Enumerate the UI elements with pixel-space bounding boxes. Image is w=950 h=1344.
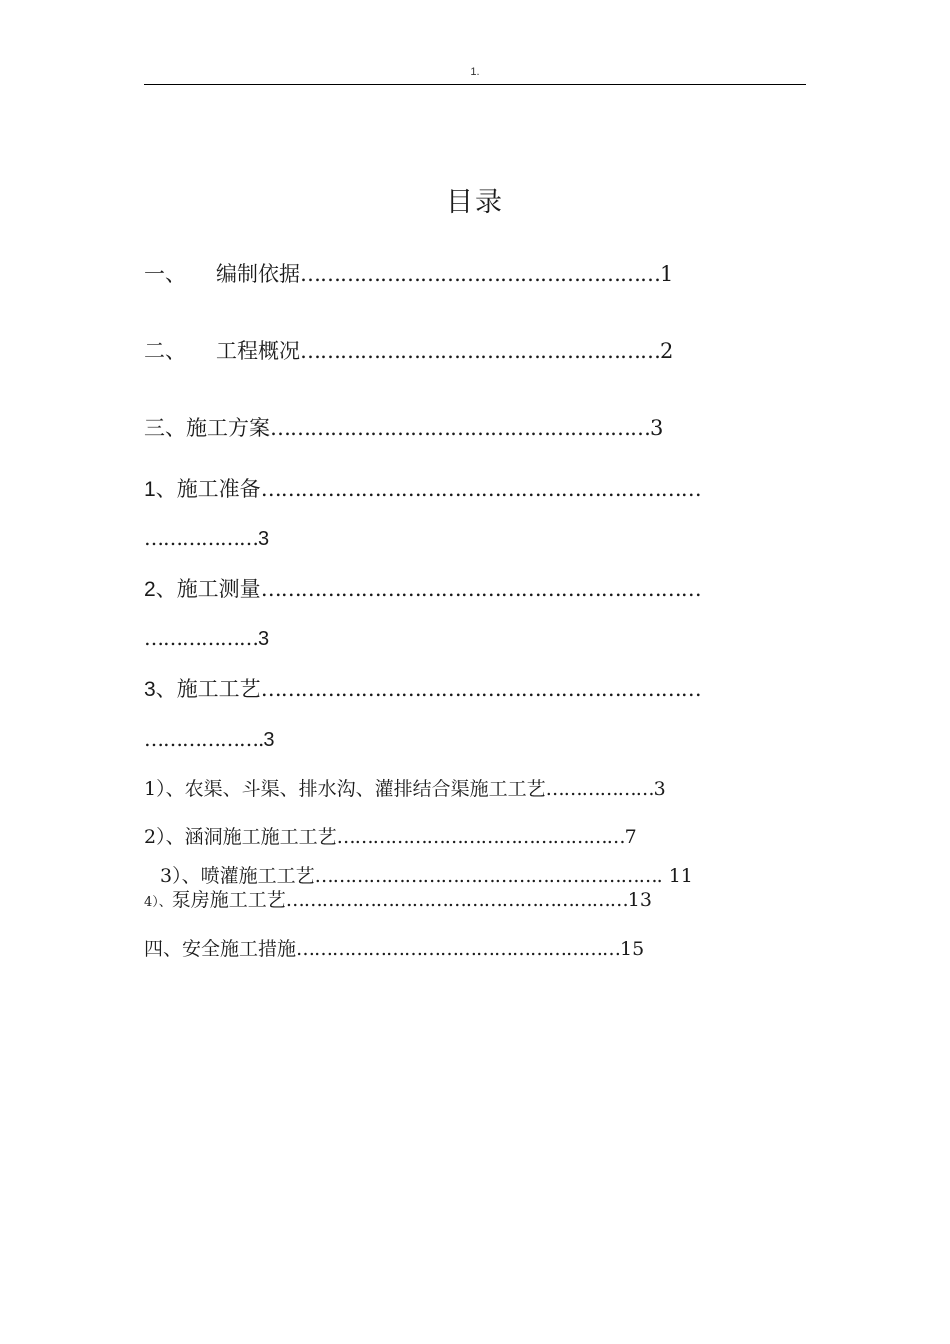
toc-entry-prefix: 一、	[144, 262, 186, 286]
toc-entry-3[interactable]	[144, 418, 663, 439]
toc-entry-prefix: 1）、	[144, 778, 185, 800]
toc-entry-page: 13	[627, 889, 652, 911]
toc-entry-2[interactable]	[144, 341, 673, 362]
toc-entry-page: 3	[650, 416, 664, 440]
toc-entry-prefix: 三、	[144, 416, 186, 440]
page-header	[144, 64, 806, 85]
toc-entry-prefix: 二、	[144, 339, 186, 363]
toc-entry-page: 3	[653, 778, 666, 800]
toc-entry-3-1-continuation	[144, 528, 269, 549]
page-number: 1.	[470, 66, 480, 78]
toc-entry-page: 1	[660, 262, 674, 286]
toc-entry-3-1[interactable]	[144, 479, 701, 500]
toc-entry-prefix: 2、	[144, 578, 177, 601]
toc-entry-3-2[interactable]	[144, 579, 701, 600]
toc-entry-leader: …………………………………………	[336, 826, 625, 848]
toc-entry-leader: ………………	[545, 778, 654, 800]
toc-entry-3-3-4[interactable]	[144, 891, 652, 910]
toc-entry-leader: ………………	[144, 626, 258, 650]
toc-entry-leader: …………………………………………………	[285, 889, 628, 911]
toc-entry-label: 农渠、斗渠、排水沟、灌排结合渠施工工艺	[184, 778, 546, 800]
toc-entry-label: 施工工艺	[176, 677, 261, 701]
toc-entry-leader: …………………………………………………………	[260, 477, 701, 501]
toc-entry-leader: …………………………………………………………	[260, 577, 701, 601]
toc-entry-label: 编制依据	[216, 262, 300, 286]
toc-entry-leader: ………………………………………………	[300, 339, 660, 363]
toc-entry-label: 安全施工措施	[182, 938, 297, 960]
toc-entry-prefix: 1、	[144, 478, 177, 501]
toc-entry-leader: ………………………………………………	[300, 262, 660, 286]
toc-entry-3-2-continuation	[144, 628, 269, 649]
toc-entry-leader: ………………	[144, 526, 258, 550]
toc-entry-3-3-1[interactable]	[144, 780, 666, 799]
toc-entry-leader: …………………………………………………………	[260, 677, 701, 701]
toc-entry-3-3-2[interactable]	[144, 828, 637, 847]
toc-entry-page: 3	[263, 729, 275, 751]
toc-entry-prefix: 3、	[144, 678, 177, 701]
toc-entry-prefix: 四、	[144, 938, 183, 960]
toc-entry-page: 7	[624, 826, 637, 848]
toc-entry-page: 15	[620, 938, 645, 960]
toc-entry-page: 2	[660, 339, 674, 363]
toc-entry-label: 工程概况	[216, 339, 300, 363]
toc-entry-prefix: 4）、	[144, 895, 172, 910]
toc-entry-3-3[interactable]	[144, 679, 701, 700]
toc-entry-leader: …………………………………………………	[270, 416, 650, 440]
toc-entry-label: 涵洞施工施工工艺	[184, 826, 337, 848]
toc-entry-label: 施工测量	[176, 577, 261, 601]
toc-entry-label: 喷灌施工工艺	[200, 865, 315, 887]
toc-entry-label: 施工方案	[186, 416, 270, 440]
toc-entry-leader: ………………………………………………	[296, 938, 621, 960]
toc-entry-page: . 11	[656, 865, 693, 887]
toc-entry-label: 泵房施工工艺	[171, 889, 286, 911]
toc-entry-prefix: 2）、	[144, 826, 185, 848]
toc-entry-3-3-continuation	[144, 729, 274, 750]
toc-entry-page: 3	[258, 628, 270, 650]
toc-entry-page: 3	[258, 528, 270, 550]
toc-title: 目录	[446, 187, 504, 218]
toc-entry-leader: …………………………………………………	[314, 865, 657, 887]
toc-entry-leader: ……………….	[144, 727, 264, 751]
toc-entry-prefix: 3）、	[160, 865, 201, 887]
toc-entry-3-3-3[interactable]	[160, 867, 693, 886]
toc-entry-label: 施工准备	[176, 477, 261, 501]
toc-entry-1[interactable]	[144, 264, 673, 285]
toc-entry-4[interactable]	[144, 940, 644, 959]
